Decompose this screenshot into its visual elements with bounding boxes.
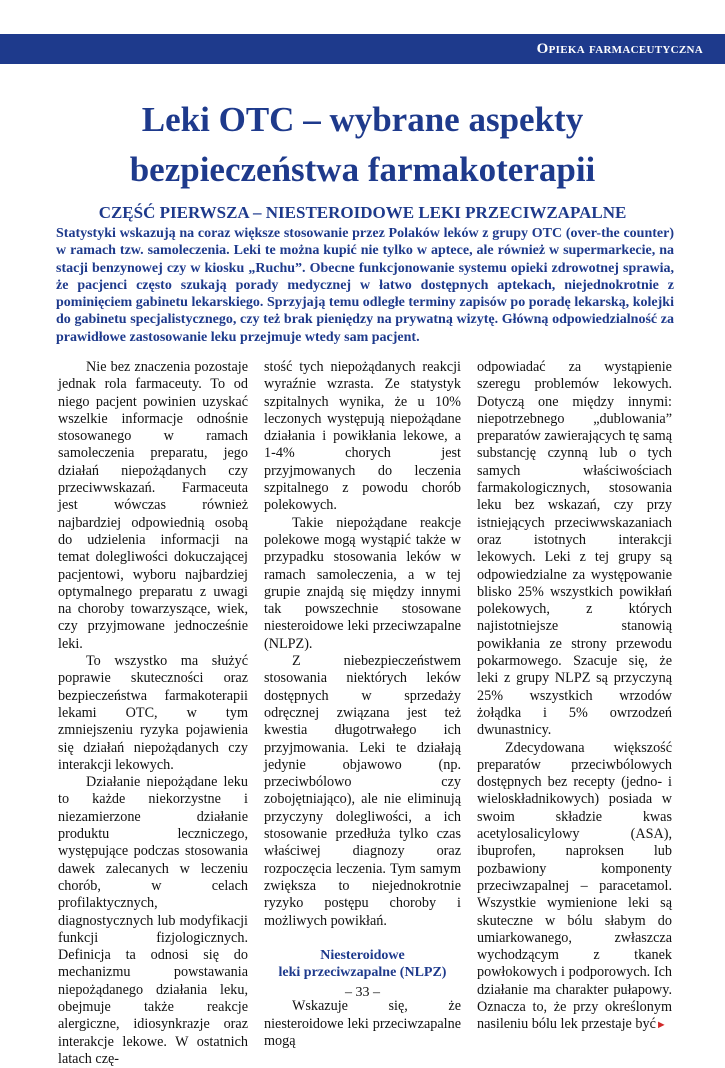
- section-header-bar: [0, 34, 725, 64]
- section-heading-line-1: Niesteroidowe: [320, 947, 405, 963]
- text-column-2: [264, 359, 461, 1050]
- section-heading-line-2: leki przeciwzapalne (NLPZ): [278, 965, 447, 981]
- article-title-line-1: Leki OTC – wybrane aspekty: [141, 100, 584, 139]
- continue-arrow-icon: ►: [655, 1019, 667, 1032]
- article-subtitle: CZĘŚĆ PIERWSZA – NIESTEROIDOWE LEKI PRZECIWZAPALNE: [98, 203, 627, 222]
- paragraph: Działanie niepożądane leku to każde niekorzystne i niezamierzone działanie produktu leczniczego, występujące podczas stosowania dawek zalecanych w leczeniu chorób, w celach profilaktycznych, diagnostycznych lub modyfikacji funkcji fizjologicznych. Definicja ta odnosi się do mechanizmu powstawania niepożądanego działania leku, obejmuje także reakcje alergiczne, idiosynkrazje oraz interakcje lekowe. W ostatnich latach czę-: [58, 774, 248, 1067]
- paragraph: Nie bez znaczenia pozostaje jednak rola farmaceuty. To od niego pacjent powinien uzyskać wszelkie informacje odnośnie stosowanego w ramach samoleczenia preparatu, jego działań niepożądanych czy przeciwwskazań. Farmaceuta jest wówczas również najbardziej odpowiednią osobą do udzielenia informacji na temat dolegliwości dokuczającej pacjentowi, wyboru najbardziej optymalnego preparatu z uwagi na choroby towarzyszące, wiek, czy przyjmowane jednocześnie leki.: [58, 359, 248, 652]
- paragraph: Wskazuje się, że niesteroidowe leki przeciwzapalne mogą: [264, 998, 461, 1049]
- section-label: Opieka farmaceutyczna: [536, 41, 703, 57]
- text-column-3: [477, 359, 672, 1035]
- paragraph: stość tych niepożądanych reakcji wyraźnie wzrasta. Ze statystyk szpitalnych wynika, że u 10% leczonych występują niepożądane działania i powikłania lekowe, a 1-4% chorych jest przyjmowanych do leczenia szpitalnego z powodu chorób polekowych.: [264, 359, 461, 514]
- paragraph: To wszystko ma służyć poprawie skuteczności oraz bezpieczeństwa farmakoterapii lekami OTC, w tym zmniejszeniu ryzyka pojawienia się działań niepożądanych czy interakcji lekowych.: [58, 653, 248, 773]
- page-number: – 33 –: [345, 985, 380, 1000]
- paragraph: odpowiadać za wystąpienie szeregu problemów lekowych. Dotyczą one między innymi: niepotrzebnego „dublowania” preparatów zawierających tę samą substancję czynną lub o tych samych właściwościach farmakologicznych, stosowania leku bez wskazań, czy przy istniejących przeciwwskazaniach oraz istotnych interakcji lekowych. Leki z tej grupy są odpowiedzialne za występowanie blisko 25% wszystkich powikłań polekowych, z których najistotniejsze stanowią powikłania ze strony przewodu pokarmowego. Szacuje się, że leki z grupy NLPZ są przyczyną 25% wszystkich wrzodów żołądka i 5% owrzodzeń dwunastnicy.: [477, 359, 672, 739]
- text-column-1: [58, 359, 248, 1068]
- paragraph: Takie niepożądane reakcje polekowe mogą wystąpić także w przypadku stosowania leków w ramach samoleczenia, a w tej grupie znajdą się między innymi tak powszechnie stosowane niesteroidowe leki przeciwzapalne (NLPZ).: [264, 514, 461, 652]
- lead-paragraph: Statystyki wskazują na coraz większe stosowanie przez Polaków leków z grupy OTC (over-the counter) w ramach tzw. samoleczenia. Leki te można kupić nie tylko w aptece, ale również w supermarkecie, na stacji benzynowej czy w kiosku „Ruchu”. Obecne funkcjonowanie systemu opieki zdrowotnej sprawia, że pacjenci często szukają porady medycznej w łatwo dostępnych aptekach, niejednokrotnie z pominięciem gabinetu lekarskiego. Sprzyjają temu odległe terminy zapisów po poradę lekarską, kolejki do gabinetu specjalistycznego, czy też brak pieniędzy na prywatną wizytę. Główną odpowiedzialność za prawidłowe zastosowanie leku przejmuje wtedy sam pacjent.: [56, 226, 674, 345]
- article-title-line-2: bezpieczeństwa farmakoterapii: [129, 150, 596, 189]
- paragraph: Z niebezpieczeństwem stosowania niektórych leków dostępnych w sprzedaży odręcznej związana jest też kwestia długotrwałego ich przyjmowania. Leki te działają jedynie objawowo (np. przeciwbólowo czy zobojętniająco), ale nie eliminują przyczyny dolegliwości, a ich stosowanie przedłuża tylko czas właściwej diagnozy oraz rozpoczęcia leczenia. Tym samym zwiększa to niejednokrotnie ryzyko postępu choroby i możliwych powikłań.: [264, 653, 461, 929]
- paragraph-text: Zdecydowana większość preparatów przeciwbólowych dostępnych bez recepty (jedno- i wieloskładnikowych) posiada w swoim składzie kwas acetylosalicylowy (ASA), ibuprofen, naproksen lub pozbawiony komponenty przeciwzapalnej – paracetamol. Wszystkie wymienione leki są skuteczne w bólu słabym do umiarkowanego, zwłaszcza wychodzącym z tkanek powłokowych i podporowych. Ich działanie ma charakter pułapowy. Oznacza to, że przy określonym nasileniu bólu lek przestaje być: [477, 739, 672, 1033]
